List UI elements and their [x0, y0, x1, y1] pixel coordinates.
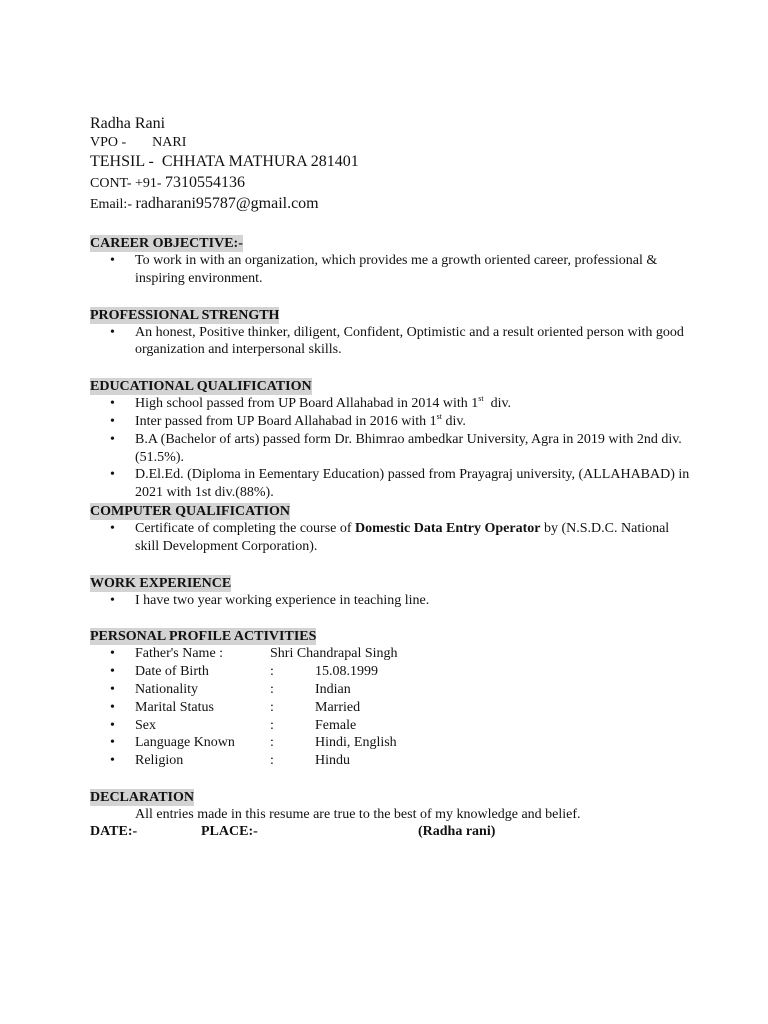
bullet-icon: • [110, 413, 115, 429]
email-label: Email:- [90, 197, 136, 212]
bullet-icon: • [110, 431, 115, 447]
date-label: DATE:- [90, 823, 138, 839]
bullet-icon: • [110, 753, 115, 769]
list-item: • Language Known : Hindi, English [110, 735, 397, 751]
work-heading: WORK EXPERIENCE [90, 575, 232, 591]
career-objective-list [90, 252, 690, 288]
bullet-icon: • [110, 646, 115, 662]
contact-number: 7310554136 [165, 174, 246, 191]
signature-name: (Radha rani) [418, 823, 496, 839]
email-value: radharani95787@gmail.com [135, 195, 319, 212]
list-item: • B.A (Bachelor of arts) passed form Dr. Bhimrao ambedkar University, Agra in 2019 with 2nd div.(51.5%). [110, 431, 682, 465]
candidate-name: Radha Rani [90, 115, 166, 132]
declaration-text: All entries made in this resume are true to the best of my knowledge and belief. [135, 806, 581, 822]
signature-row [90, 823, 690, 841]
place-label: PLACE:- [201, 823, 258, 839]
personal-list [90, 645, 690, 770]
bullet-icon: • [110, 324, 115, 340]
bullet-icon: • [110, 664, 115, 680]
personal-heading: PERSONAL PROFILE ACTIVITIES [90, 629, 317, 645]
career-objective-heading: CAREER OBJECTIVE:- [90, 236, 243, 251]
list-item: • Date of Birth : 15.08.1999 [110, 664, 378, 680]
bullet-icon: • [110, 735, 115, 751]
bullet-icon: • [110, 717, 115, 733]
education-list [90, 395, 690, 502]
contact-label: CONT- +91- [90, 176, 166, 191]
bullet-icon: • [110, 592, 115, 608]
list-item: • An honest, Positive thinker, diligent, Confident, Optimistic and a result oriented person with good organization and interpersonal skills. [110, 324, 684, 358]
bullet-icon: • [110, 467, 115, 483]
bullet-icon: • [110, 681, 115, 697]
vpo-value: NARI [152, 135, 187, 150]
list-item: • Sex : Female [110, 717, 357, 733]
education-heading: EDUCATIONAL QUALIFICATION [90, 379, 312, 395]
list-item: • Nationality : Indian [110, 681, 351, 697]
declaration-heading: DECLARATION [90, 789, 194, 805]
bullet-icon: • [110, 396, 115, 412]
computer-heading: COMPUTER QUALIFICATION [90, 503, 291, 519]
vpo-label: VPO - [90, 135, 127, 150]
list-item: • Religion : Hindu [110, 753, 350, 769]
list-item: • Marital Status : Married [110, 699, 361, 715]
contact-line [90, 174, 690, 193]
list-item: • D.El.Ed. (Diploma in Eementary Education) passed from Prayagraj university, (ALLAHABAD) in 2021 with 1st div.(88%). [110, 467, 690, 501]
computer-list [90, 520, 690, 556]
work-list [90, 592, 690, 610]
list-item: • Inter passed from UP Board Allahabad in 2016 with 1st div. [110, 411, 466, 429]
list-item: • High school passed from UP Board Allahabad in 2014 with 1st div. [110, 394, 512, 412]
list-item: • To work in with an organization, which provides me a growth oriented career, professional & inspiring environment. [110, 253, 658, 286]
list-item: • Father's Name : Shri Chandrapal Singh [110, 646, 398, 662]
vpo-line [90, 134, 690, 152]
bullet-icon: • [110, 520, 115, 536]
email-line [90, 195, 690, 214]
list-item: • Certificate of completing the course of Domestic Data Entry Operator by (N.S.D.C. National skill Development Corporation). [110, 520, 670, 554]
bullet-icon: • [110, 253, 115, 268]
bullet-icon: • [110, 699, 115, 715]
professional-strength-list [90, 324, 690, 360]
list-item: • I have two year working experience in teaching line. [110, 592, 430, 608]
professional-strength-heading: PROFESSIONAL STRENGTH [90, 307, 280, 323]
resume-page [90, 114, 690, 841]
tehsil-line: TEHSIL - CHHATA MATHURA 281401 [90, 153, 359, 170]
